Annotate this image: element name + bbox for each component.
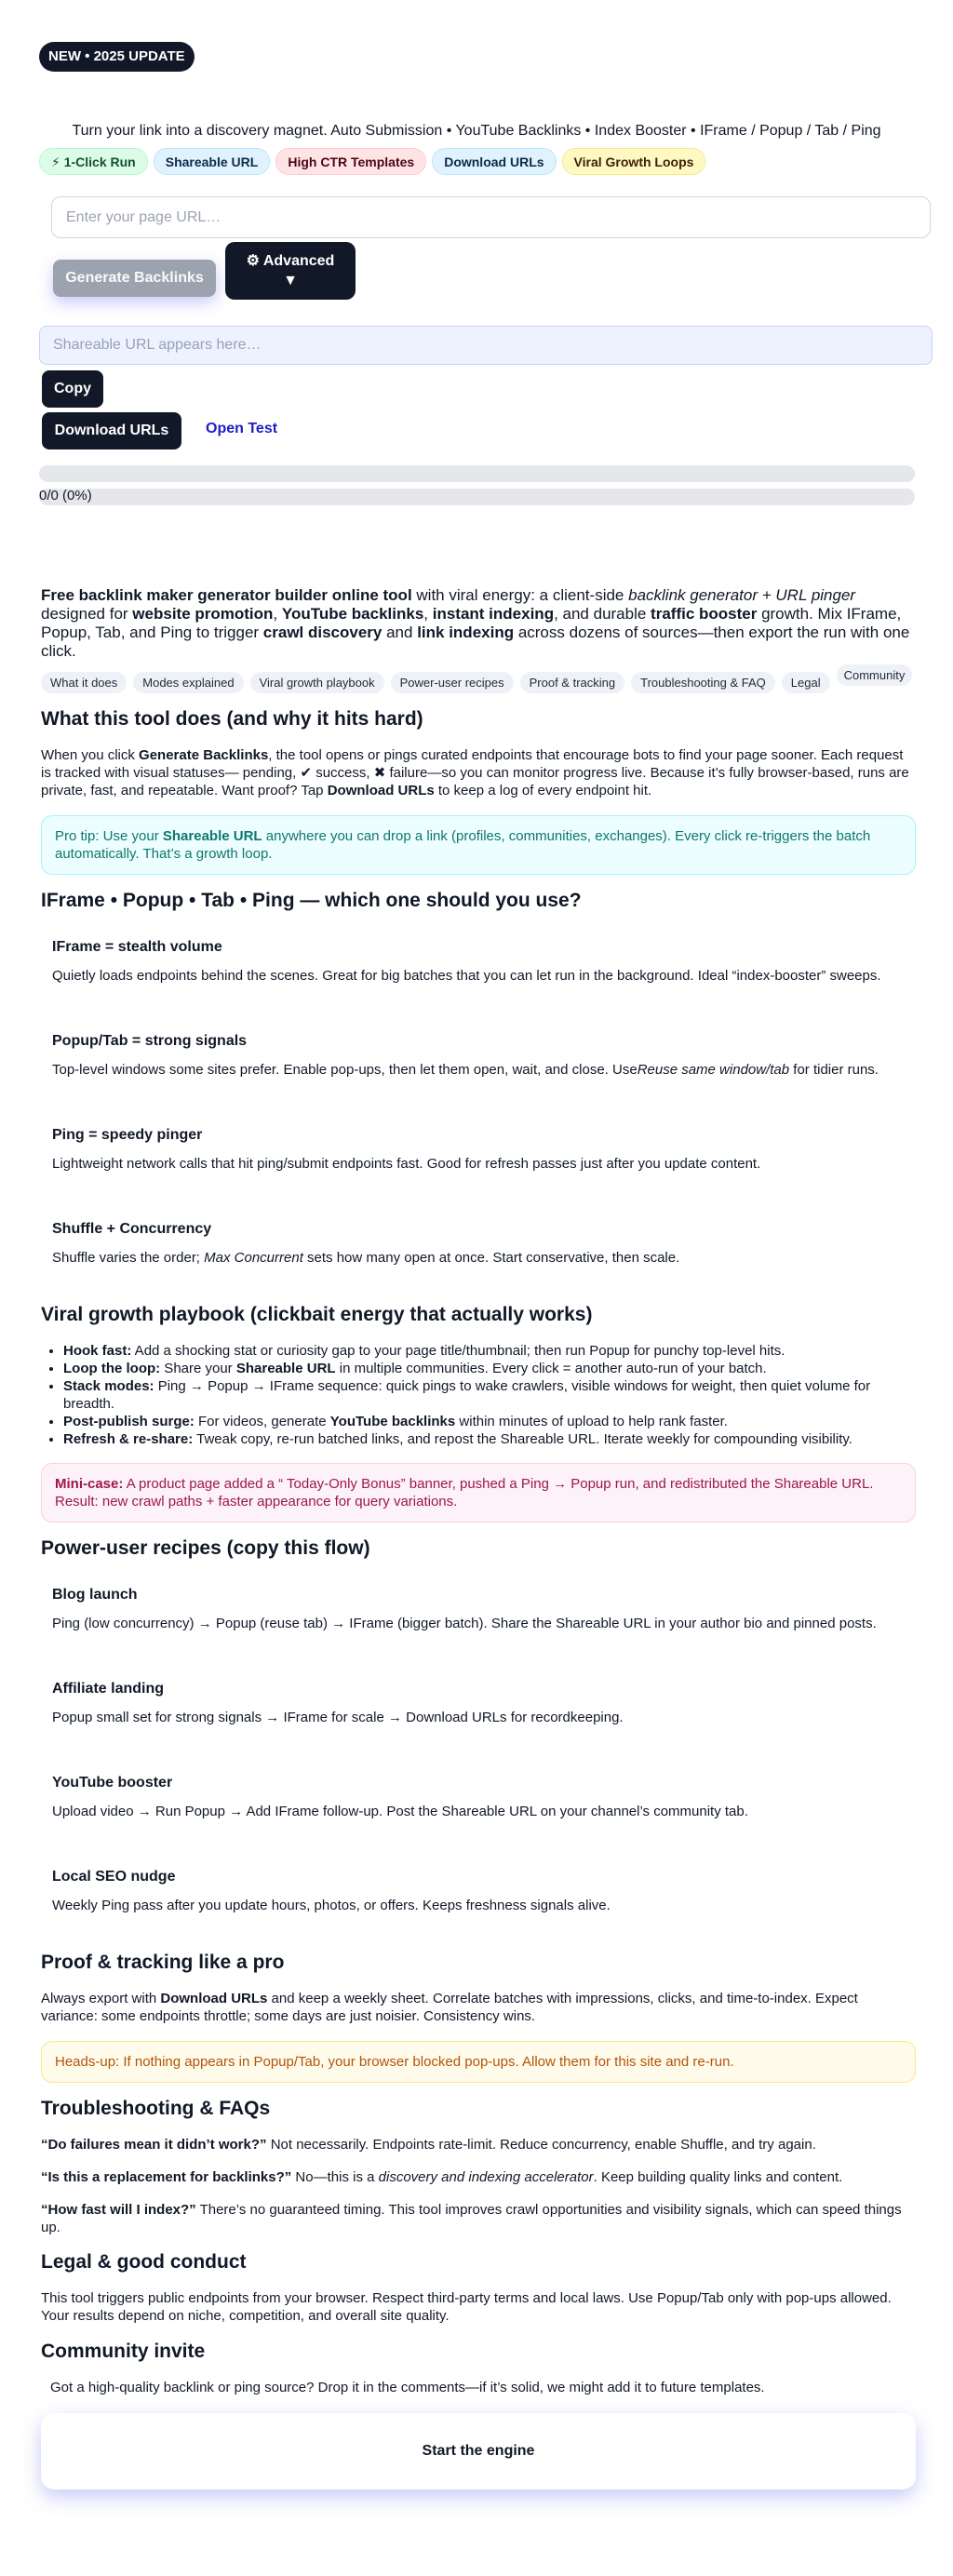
feature-chips — [39, 148, 705, 175]
text: For videos, generate — [194, 1414, 330, 1429]
card-title: Popup/Tab = strong signals — [52, 1033, 248, 1049]
playbook-list — [41, 1342, 916, 1448]
proof-paragraph — [41, 1990, 916, 2025]
text: and keep a weekly sheet. Correlate batches with impressions, clicks, and time-to-index. Expect variance: some endpoints throttle; some days are just noisier. Consistency wins. — [41, 1991, 858, 2024]
nav-community[interactable]: Community — [837, 664, 913, 686]
intro-text: with viral energy: a client-side — [411, 586, 629, 604]
intro-strong: link indexing — [417, 624, 515, 641]
nav-proof[interactable]: Proof & tracking — [520, 672, 625, 693]
chip-shareable-url: Shareable URL — [154, 148, 271, 175]
card-title: Shuffle + Concurrency — [52, 1221, 212, 1237]
strong: Loop the loop: — [63, 1361, 161, 1376]
progress-bar — [39, 465, 915, 482]
playbook-heading: Viral growth playbook (clickbait energy that actually works) — [41, 1304, 593, 1325]
card-text: Lightweight network calls that hit ping/submit endpoints fast. Good for refresh passes just after you update content. — [52, 1156, 761, 1172]
section-nav — [41, 668, 916, 693]
strong: Shareable URL — [162, 828, 262, 844]
intro-text: across dozens of sources—then export the run with one click. — [41, 624, 910, 660]
nav-troubleshooting[interactable]: Troubleshooting & FAQ — [631, 672, 775, 693]
text: A product page added a “ Today-Only Bonus” banner, pushed a Ping → Popup run, and redistributed the Shareable URL. Result: new crawl paths + faster appearance for query variations. — [55, 1476, 874, 1509]
strong: Shareable URL — [235, 1361, 336, 1376]
text: in multiple communities. Every click = another auto-run of your batch. — [335, 1361, 767, 1376]
what-heading: What this tool does (and why it hits hard) — [41, 708, 423, 730]
nav-playbook[interactable]: Viral growth playbook — [250, 672, 384, 693]
em: discovery and indexing accelerator — [378, 2169, 594, 2185]
card-title: Affiliate landing — [52, 1681, 164, 1697]
copy-button[interactable]: Copy — [42, 370, 103, 408]
intro-strong: crawl discovery — [262, 624, 383, 641]
shareable-url-field[interactable] — [39, 326, 933, 365]
open-test-link[interactable]: Open Test — [206, 421, 278, 436]
list-item — [63, 1430, 916, 1448]
article — [41, 586, 916, 2489]
text: Top-level windows some sites prefer. Enable pop-ups, then let them open, wait, and close. Use — [52, 1062, 638, 1078]
legal-paragraph: This tool triggers public endpoints from your browser. Respect third-party terms and local laws. Use Popup/Tab only with pop-ups allowed. Your results depend on niche, competition, and overall site quality. — [41, 2290, 892, 2324]
progress-bar-secondary — [39, 489, 915, 505]
strong: Refresh & re-share: — [63, 1431, 194, 1447]
intro-paragraph — [41, 586, 916, 661]
card-text: Weekly Ping pass after you update hours, photos, or offers. Keeps freshness signals alive. — [52, 1898, 611, 1913]
intro-strong: website promotion — [132, 605, 274, 623]
list-item — [63, 1377, 916, 1413]
strong: Post-publish surge: — [63, 1414, 195, 1429]
advanced-label: ⚙ Advanced — [246, 253, 335, 269]
em: Reuse same window/tab — [637, 1062, 790, 1078]
text: Pro tip: Use your — [55, 828, 163, 844]
text: , the tool opens or pings curated endpoints that encourage bots to find your page sooner. Each request is tracked with visual statuses— pending, ✔ success, ✖ failure—so you can monitor progress live. Because it’s fully browser-based, runs are private, fast, and repeatable. Want proof? Tap — [41, 747, 909, 798]
community-heading: Community invite — [41, 2341, 206, 2362]
chip-one-click-run: ⚡ 1-Click Run — [39, 148, 148, 175]
legal-heading: Legal & good conduct — [41, 2251, 247, 2273]
recipe-card — [41, 1858, 916, 1933]
tagline: Turn your link into a discovery magnet. Auto Submission • YouTube Backlinks • Index Booster • IFrame / Popup / Tab / Ping — [72, 123, 881, 139]
card-text: Quietly loads endpoints behind the scenes. Great for big batches that you can let run in the background. Ideal “index-booster” sweeps. — [52, 968, 881, 984]
heads-up-callout: Heads-up: If nothing appears in Popup/Tab, your browser blocked pop-ups. Allow them for this site and re-run. — [41, 2041, 916, 2083]
nav-what-it-does[interactable]: What it does — [41, 672, 127, 693]
advanced-button[interactable] — [225, 242, 356, 300]
faq-answer: Not necessarily. Endpoints rate-limit. Reduce concurrency, enable Shuffle, and try again. — [266, 2137, 816, 2153]
strong: Download URLs — [327, 783, 435, 798]
text: Shuffle varies the order; — [52, 1250, 205, 1266]
text: to keep a log of every endpoint hit. — [434, 783, 652, 798]
intro-strong: instant indexing — [432, 605, 555, 623]
update-badge: NEW • 2025 UPDATE — [39, 42, 195, 72]
strong: Hook fast: — [63, 1343, 132, 1359]
card-text: Upload video → Run Popup → Add IFrame follow-up. Post the Shareable URL on your channel’s community tab. — [52, 1804, 748, 1819]
strong: Generate Backlinks — [139, 747, 269, 763]
faq-item — [41, 2168, 916, 2186]
faq-answer: . Keep building quality links and content. — [593, 2169, 843, 2185]
download-urls-button[interactable]: Download URLs — [42, 412, 181, 449]
card-text: Ping (low concurrency) → Popup (reuse tab) → IFrame (bigger batch). Share the Shareable URL in your author bio and pinned posts. — [52, 1616, 877, 1631]
em: Max Concurrent — [204, 1250, 303, 1266]
mode-card-ping — [41, 1116, 916, 1191]
chip-high-ctr: High CTR Templates — [275, 148, 426, 175]
recipes-heading: Power-user recipes (copy this flow) — [41, 1537, 370, 1559]
recipe-card — [41, 1670, 916, 1745]
chevron-down-icon: ▼ — [283, 273, 298, 288]
strong: Mini-case: — [55, 1476, 124, 1492]
proof-heading: Proof & tracking like a pro — [41, 1952, 285, 1973]
text: When you click — [41, 747, 140, 763]
chip-download-urls: Download URLs — [432, 148, 556, 175]
faq-answer: There’s no guaranteed timing. This tool improves crawl opportunities and visibility signals, which can speed things up. — [41, 2202, 902, 2235]
nav-legal[interactable]: Legal — [782, 672, 830, 693]
faq-question: “Do failures mean it didn’t work?” — [41, 2137, 267, 2153]
text: sets how many open at once. Start conservative, then scale. — [302, 1250, 680, 1266]
card-title: Local SEO nudge — [52, 1869, 176, 1885]
card-title: Blog launch — [52, 1587, 138, 1603]
card-text: Popup small set for strong signals → IFrame for scale → Download URLs for recordkeeping. — [52, 1710, 624, 1725]
text: anywhere you can drop a link (profiles, communities, exchanges). Every click re-triggers the batch automatically. That’s a growth loop. — [55, 828, 871, 862]
strong: Stack modes: — [63, 1378, 154, 1394]
mode-card-shuffle — [41, 1210, 916, 1285]
page-url-input[interactable] — [51, 196, 931, 238]
chip-viral-growth: Viral Growth Loops — [562, 148, 706, 175]
text: Share your — [160, 1361, 236, 1376]
list-item — [63, 1342, 916, 1360]
recipe-card — [41, 1576, 916, 1651]
text: Tweak copy, re-run batched links, and repost the Shareable URL. Iterate weekly for compounding visibility. — [193, 1431, 852, 1447]
card-text — [52, 1061, 905, 1079]
start-engine-button[interactable]: Start the engine — [41, 2413, 916, 2489]
intro-text: , — [423, 605, 433, 623]
faq-question: “How fast will I index?” — [41, 2202, 196, 2218]
intro-strong: YouTube backlinks — [281, 605, 424, 623]
faq-answer: No—this is a — [291, 2169, 379, 2185]
text: Always export with — [41, 1991, 161, 2006]
intro-text: growth. Mix IFrame, Popup, Tab, and Ping to trigger — [41, 605, 902, 641]
text: Ping → Popup → IFrame sequence: quick pings to wake crawlers, visible windows for weight, then quiet volume for breadth. — [63, 1378, 871, 1412]
progress-text: 0/0 (0%) — [39, 488, 92, 503]
text: within minutes of upload to help rank faster. — [455, 1414, 728, 1429]
mode-card-iframe — [41, 928, 916, 1003]
card-title: YouTube booster — [52, 1775, 173, 1791]
card-text — [52, 1249, 905, 1267]
faq-item — [41, 2201, 916, 2236]
pro-tip-callout — [41, 815, 916, 875]
intro-text: designed for — [41, 605, 133, 623]
intro-strong: Free backlink maker generator builder online tool — [41, 586, 412, 604]
card-title: IFrame = stealth volume — [52, 939, 222, 955]
intro-strong: traffic booster — [651, 605, 758, 623]
modes-heading: IFrame • Popup • Tab • Ping — which one should you use? — [41, 890, 582, 911]
strong: Download URLs — [160, 1991, 268, 2006]
text: for tidier runs. — [789, 1062, 879, 1078]
what-paragraph — [41, 746, 916, 799]
text: Add a shocking stat or curiosity gap to your page title/thumbnail; then run Popup for punchy top-level hits. — [131, 1343, 785, 1359]
card-title: Ping = speedy pinger — [52, 1127, 203, 1143]
list-item — [63, 1413, 916, 1430]
faq-item — [41, 2136, 916, 2153]
list-item — [63, 1360, 916, 1377]
faq-heading: Troubleshooting & FAQs — [41, 2098, 271, 2119]
generate-backlinks-button[interactable]: Generate Backlinks — [53, 260, 216, 297]
recipe-card — [41, 1764, 916, 1839]
nav-recipes[interactable]: Power-user recipes — [391, 672, 514, 693]
faq-question: “Is this a replacement for backlinks?” — [41, 2169, 292, 2185]
intro-text: , and durable — [554, 605, 651, 623]
community-paragraph: Got a high-quality backlink or ping source? Drop it in the comments—if it’s solid, we might add it to future templates. — [50, 2380, 765, 2395]
intro-text: and — [382, 624, 418, 641]
strong: YouTube backlinks — [329, 1414, 456, 1429]
intro-text: , — [273, 605, 282, 623]
nav-modes[interactable]: Modes explained — [133, 672, 243, 693]
mode-card-popup — [41, 1022, 916, 1097]
mini-case-callout — [41, 1463, 916, 1523]
intro-em: backlink generator + URL pinger — [628, 586, 856, 604]
